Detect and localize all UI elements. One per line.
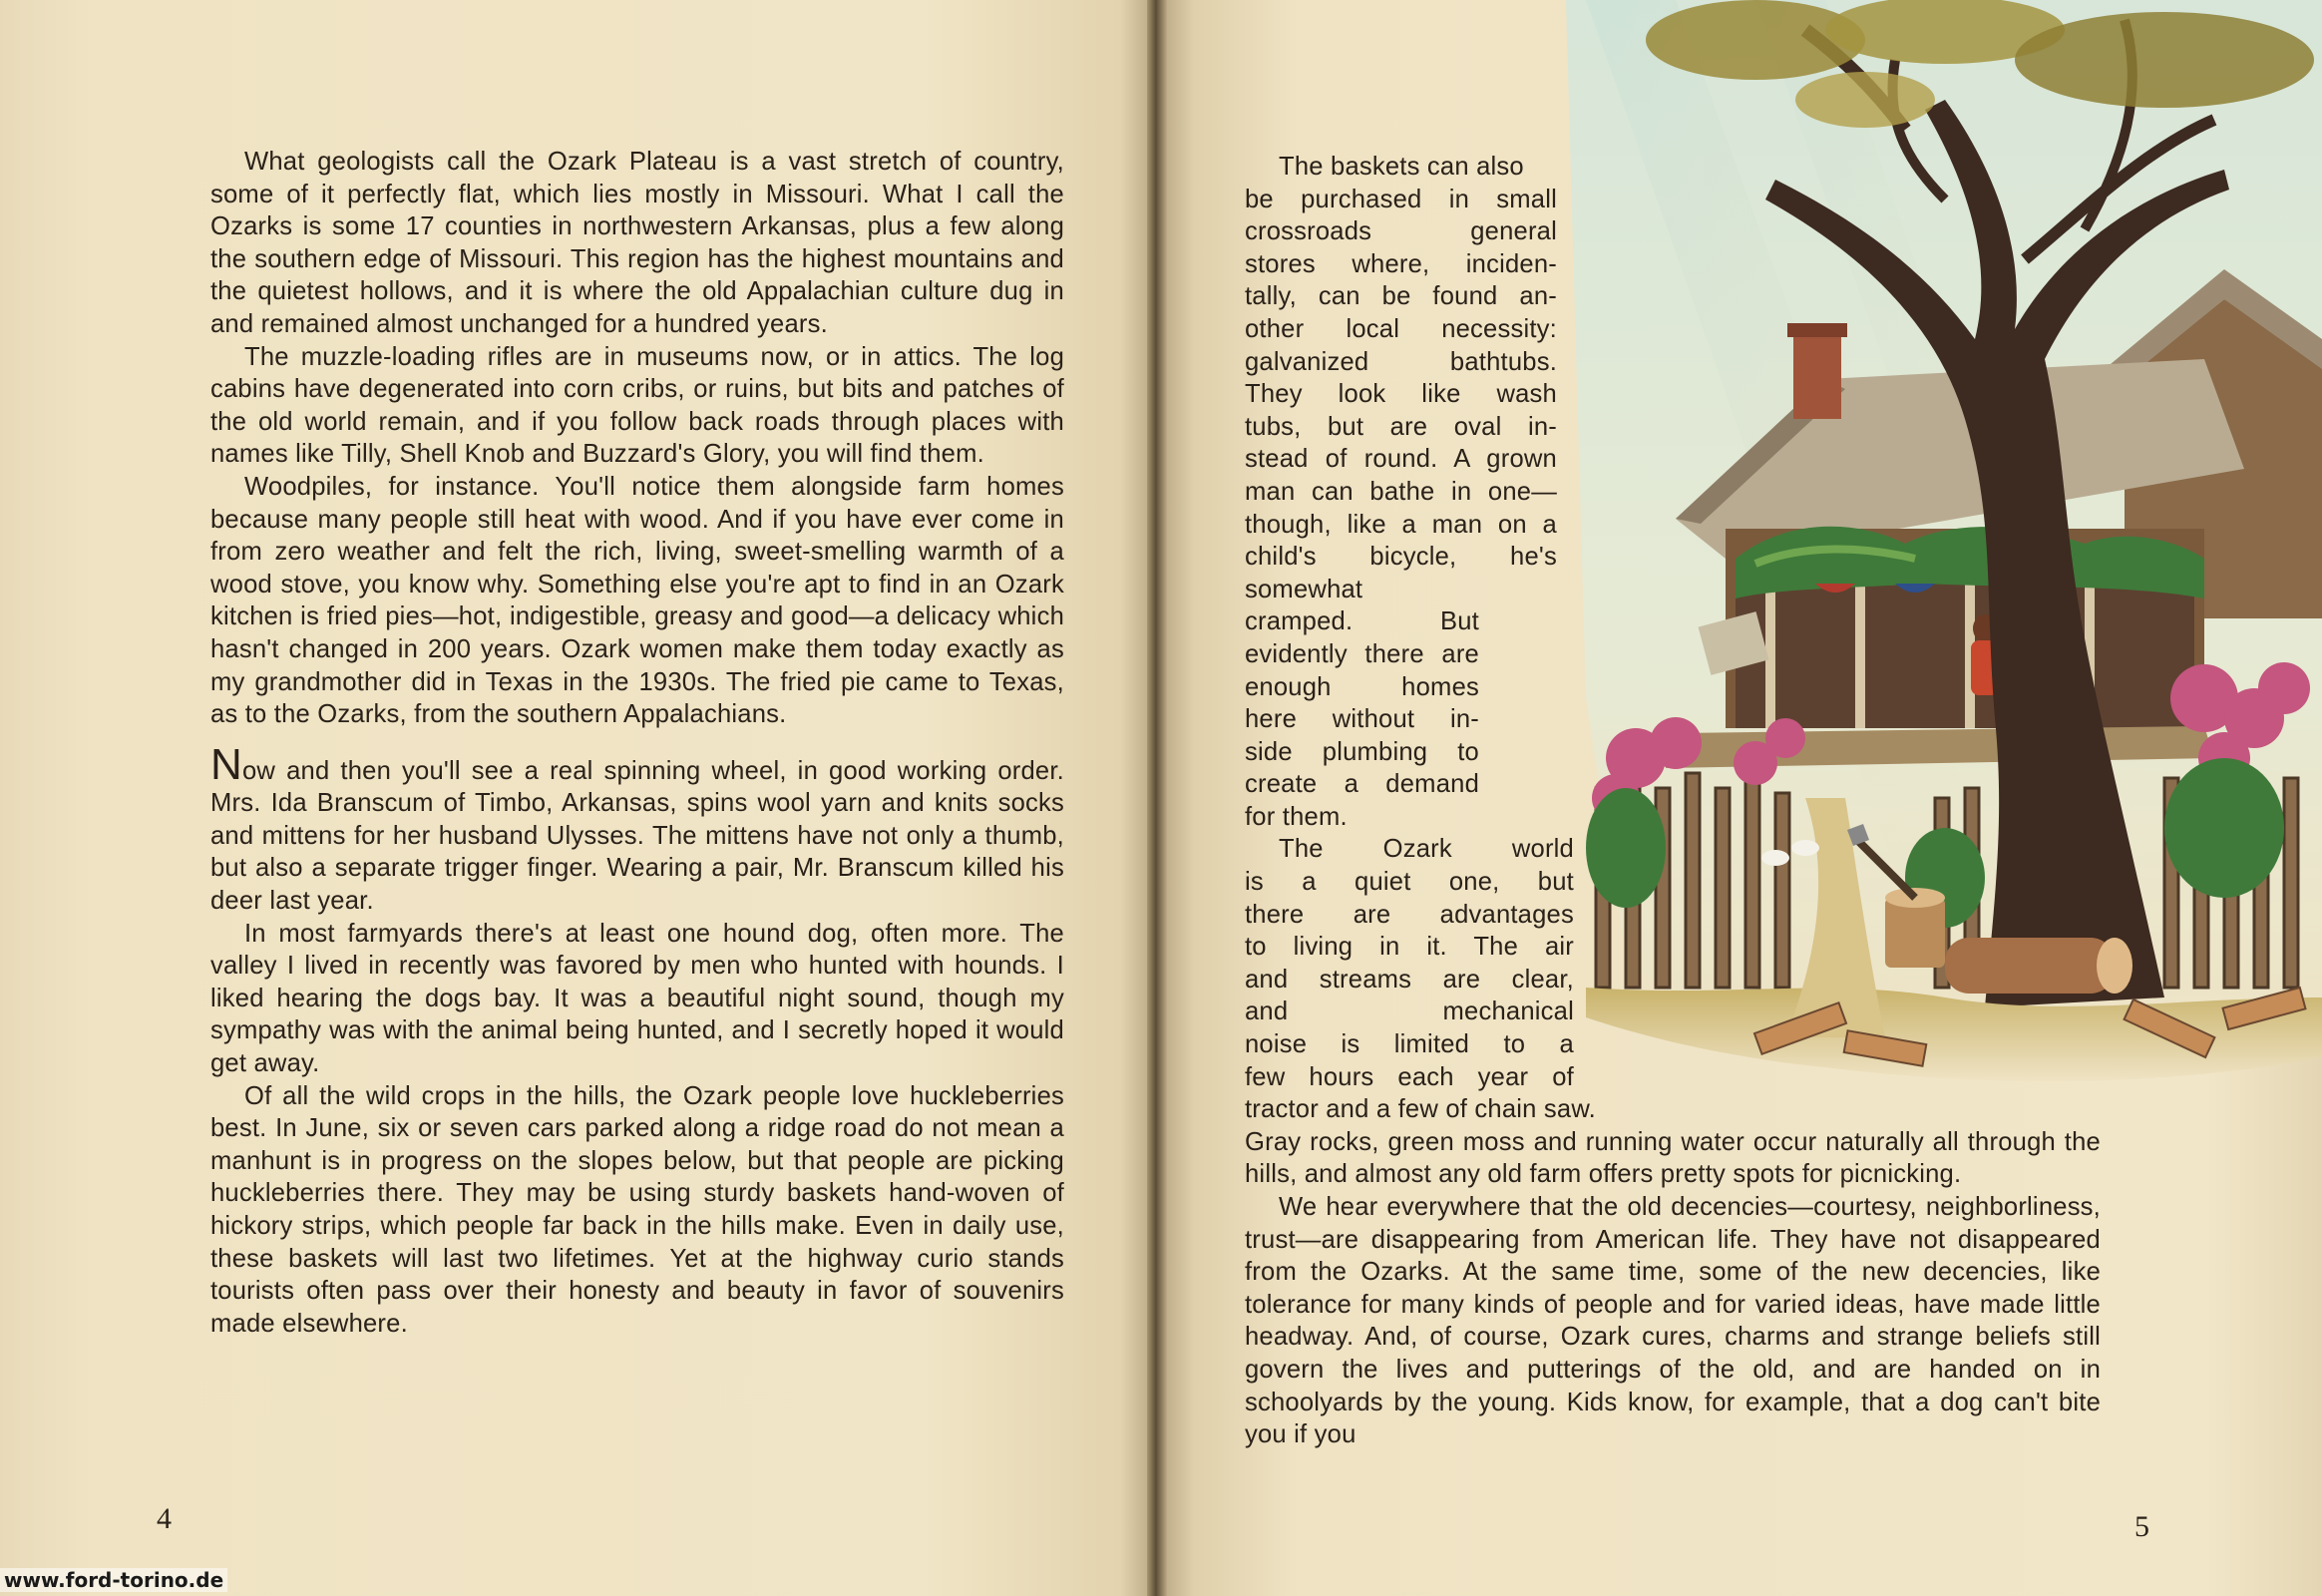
narrow-text-line: The Ozark world xyxy=(1279,835,1574,864)
narrow-text-line: few hours each year of xyxy=(1245,1062,1574,1091)
paragraph: The muzzle-loading rifles are in museums now, or in attics. The log cabins have degenerated into corn cribs, or ruins, but bits and patches of the old world remain, and if you follow back roads through places with names like Tilly, Shell Knob and Buzzard's Glory, you will find them. xyxy=(210,342,1064,469)
narrow-text-line: stead of round. A grown xyxy=(1245,445,1557,474)
narrow-text-line: galvanized bathtubs. xyxy=(1245,347,1557,376)
book-gutter xyxy=(1147,0,1167,1596)
narrow-text-line: cramped. But xyxy=(1245,607,1479,636)
narrow-text-line: and mechanical xyxy=(1245,998,1574,1026)
dropcap-paragraph xyxy=(210,739,1064,918)
paragraph: Of all the wild crops in the hills, the Ozark people love huckleberries best. In June, six or seven cars parked along a ridge road do not mean a manhunt is in progress on the slopes below, but that people are picking huckleberries there. They may be using sturdy baskets hand-woven of hickory strips, which people far back in the hills make. Even in daily use, these baskets will last two lifetimes. Yet at the highway curio stands tourists often pass over their honesty and beauty in favor of souvenirs made elsewhere. xyxy=(210,1081,1064,1338)
watermark: www.ford-torino.de xyxy=(0,1568,227,1592)
narrow-text-line: child's bicycle, he's xyxy=(1245,543,1557,572)
page-number-left: 4 xyxy=(157,1502,172,1535)
narrow-text-line: and streams are clear, xyxy=(1245,965,1574,994)
narrow-column-text xyxy=(1245,151,2101,1126)
paragraph: In most farmyards there's at least one hound dog, often more. The valley I lived in recently was favored by men who hunted with hounds. I liked hearing the dogs bay. It was a beautiful night sound, though my sympathy was with the animal being hunted, and I secretly hoped it would get away. xyxy=(210,919,1064,1078)
paragraph: What geologists call the Ozark Plateau is a vast stretch of country, some of it perfectly flat, which lies mostly in Missouri. What I call the Ozarks is some 17 counties in northwestern Arkansas, plus a few along the southern edge of Missouri. This region has the highest mountains and the quietest hollows, and it is where the old Appalachian culture dug in and remained almost unchanged for a hundred years. xyxy=(210,148,1064,338)
narrow-text-line: They look like wash xyxy=(1245,380,1557,409)
narrow-text-line: somewhat xyxy=(1245,575,1363,603)
narrow-text-line: tubs, but are oval in- xyxy=(1245,412,1557,441)
narrow-text-line: evidently there are xyxy=(1245,639,1479,668)
narrow-text-line: The baskets can also xyxy=(1279,153,1524,181)
left-page-text xyxy=(210,146,1064,1340)
narrow-text-line: stores where, inciden- xyxy=(1245,249,1557,278)
dropcap-letter: N xyxy=(210,739,242,789)
narrow-text-line: is a quiet one, but xyxy=(1245,868,1574,897)
right-page-text xyxy=(1245,151,2101,1451)
paragraph: Woodpiles, for instance. You'll notice them alongside farm homes because many people still heat with wood. And if you have ever come in from zero weather and felt the rich, living, sweet-smelling warmth of a wood stove, you know why. Something else you're apt to find in an Ozark kitchen is fried pies—hot, indigestible, greasy and good—a delicacy which hasn't changed in 200 years. Ozark women make them today exactly as my grandmother did in Texas in the 1930s. The fried pie came to Texas, as to the Ozarks, from the southern Appalachians. xyxy=(210,472,1064,729)
page-number-right: 5 xyxy=(2134,1510,2149,1543)
narrow-text-line: man can bathe in one— xyxy=(1245,477,1557,506)
narrow-text-line: enough homes xyxy=(1245,672,1479,701)
paragraph: We hear everywhere that the old decencies—courtesy, neighborliness, trust—are disappearing from American life. They have not disappeared from the Ozarks. At the same time, some of the new decencies, like tolerance for many kinds of people and for varied ideas, have made little headway. And, of course, Ozark cures, charms and strange beliefs still govern the lives and putterings of the old, and are handed on in schoolyards by the young. Kids know, for example, that a dog can't bite you if you xyxy=(1245,1193,2101,1449)
narrow-text-line: for them. xyxy=(1245,802,1348,831)
narrow-text-line: there are advantages xyxy=(1245,900,1574,929)
narrow-text-line: tally, can be found an- xyxy=(1245,282,1557,311)
narrow-text-line: create a demand xyxy=(1245,770,1479,799)
paragraph: Gray rocks, green moss and running water occur naturally all through the hills, and almost any old farm offers pretty spots for picnicking. xyxy=(1245,1127,2101,1189)
narrow-text-line: here without in- xyxy=(1245,705,1479,734)
narrow-text-line: to living in it. The air xyxy=(1245,933,1574,962)
dropcap-paragraph-text: ow and then you'll see a real spinning wheel, in good working order. Mrs. Ida Branscum of Timbo, Arkansas, spins wool yarn and knits socks and mittens for her husband Ulysses. The mittens have not only a thumb, but also a separate trigger finger. Wearing a pair, Mr. Branscum killed his deer last year. xyxy=(210,756,1064,916)
narrow-text-line: be purchased in small xyxy=(1245,185,1557,213)
narrow-text-line: crossroads general xyxy=(1245,217,1557,246)
narrow-text-line: though, like a man on a xyxy=(1245,510,1557,539)
narrow-text-line: side plumbing to xyxy=(1245,737,1479,766)
narrow-text-line: other local necessity: xyxy=(1245,314,1557,343)
narrow-text-line: tractor and a few of chain saw. xyxy=(1245,1095,1596,1124)
narrow-text-line: noise is limited to a xyxy=(1245,1030,1574,1059)
